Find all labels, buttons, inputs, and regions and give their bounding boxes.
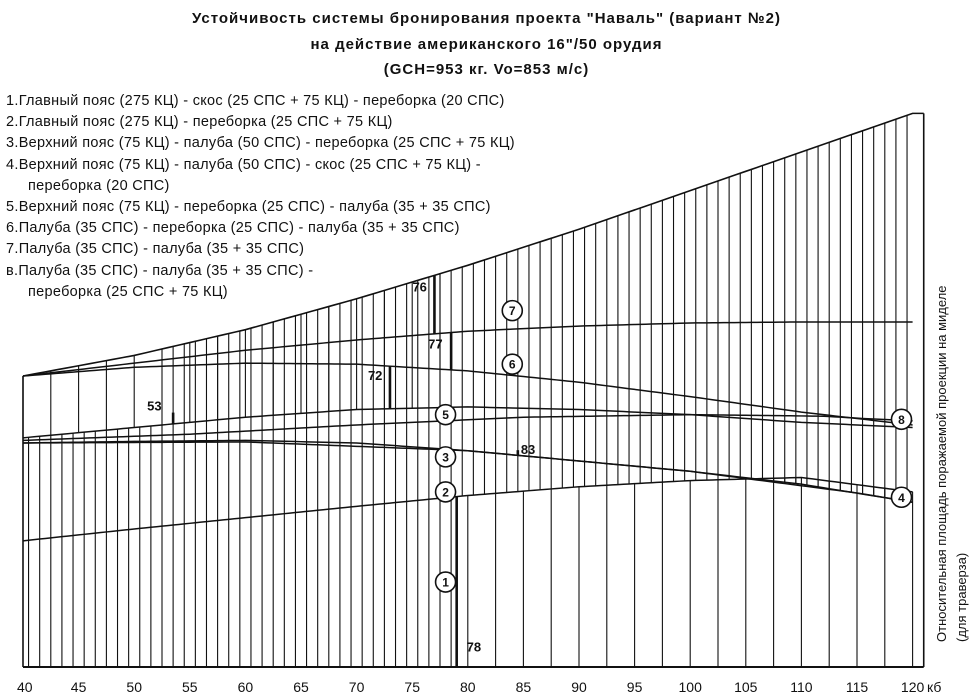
circle-label-text: 5	[442, 408, 449, 423]
x-tick-label: 95	[626, 679, 643, 695]
circle-label-2	[436, 482, 456, 502]
x-tick-label: 85	[515, 679, 532, 695]
series-line-8	[23, 412, 913, 441]
x-tick-label: 120	[900, 679, 925, 695]
legend-entry: переборка (20 СПС)	[28, 177, 170, 194]
marker-label-83: 83	[520, 442, 536, 458]
legend-entry: 6.Палуба (35 СПС) - переборка (25 СПС) - палуба (35 + 35 СПС)	[6, 220, 460, 237]
x-tick-label: 70	[348, 679, 365, 695]
legend-entry: 4.Верхний пояс (75 КЦ) - палуба (50 СПС) - скос (25 СПС + 75 КЦ) -	[6, 156, 481, 173]
x-tick-label: 45	[70, 679, 87, 695]
x-tick-label: 65	[293, 679, 309, 695]
y-axis-label-2: (для траверза)	[954, 552, 969, 642]
x-tick-label: 100	[678, 679, 702, 695]
series-line-4	[23, 442, 913, 502]
circle-label-3	[436, 447, 456, 467]
x-tick-label: 55	[182, 679, 198, 695]
circle-label-4	[891, 487, 911, 507]
legend-entry: 5.Верхний пояс (75 КЦ) - переборка (25 СПС) - палуба (35 + 35 СПС)	[6, 199, 491, 216]
circle-label-6	[502, 354, 522, 374]
circle-label-5	[436, 405, 456, 425]
x-tick-label: 75	[404, 679, 420, 695]
marker-label-53: 53	[147, 398, 162, 414]
chart-subtitle-params: (GCH=953 кг. Vo=853 м/с)	[383, 61, 590, 78]
chart-legend	[6, 91, 515, 303]
x-tick-label: 90	[571, 679, 587, 695]
x-tick-label: 50	[126, 679, 142, 695]
x-tick-label: 115	[845, 679, 869, 695]
legend-entry: в.Палуба (35 СПС) - палуба (35 + 35 СПС) -	[6, 262, 314, 279]
chart-subtitle: на действие американского 16"/50 орудия	[310, 36, 663, 53]
y-axis-label: Относительная площадь поражаемой проекции на миделе	[934, 285, 949, 642]
x-tick-label: 60	[237, 679, 254, 695]
circle-label-text: 8	[898, 412, 905, 427]
circle-label-8	[891, 409, 911, 429]
x-tick-label: 80	[460, 679, 476, 695]
marker-label-78: 78	[466, 639, 482, 655]
marker-label-76: 76	[412, 279, 427, 295]
circle-label-text: 2	[442, 485, 449, 500]
legend-entry: 2.Главный пояс (275 КЦ) - переборка (25 СПС + 75 КЦ)	[6, 114, 393, 131]
circle-label-text: 7	[508, 304, 516, 319]
legend-entry: переборка (25 СПС + 75 КЦ)	[28, 283, 228, 300]
circle-label-text: 6	[508, 357, 516, 372]
circle-label-1	[436, 572, 456, 592]
circle-label-7	[502, 301, 522, 321]
circle-label-text: 1	[442, 575, 449, 590]
x-unit-label: кб	[927, 679, 942, 695]
circle-label-text: 3	[442, 450, 449, 465]
series-line-2	[23, 440, 913, 502]
x-tick-label: 105	[734, 679, 758, 695]
chart-title: Устойчивость системы бронирования проекта "Наваль" (вариант №2)	[192, 10, 781, 27]
legend-entry: 7.Палуба (35 СПС) - палуба (35 + 35 СПС)	[6, 241, 305, 258]
marker-label-77: 77	[428, 336, 443, 352]
x-tick-label: 40	[17, 679, 33, 695]
marker-label-72: 72	[367, 368, 383, 384]
circle-label-text: 4	[898, 490, 905, 505]
legend-entry: 3.Верхний пояс (75 КЦ) - палуба (50 СПС) - переборка (25 СПС + 75 КЦ)	[6, 135, 515, 152]
legend-entry: 1.Главный пояс (275 КЦ) - скос (25 СПС + 75 КЦ) - переборка (20 СПС)	[6, 93, 505, 109]
series-line-6	[23, 322, 913, 376]
x-tick-label: 110	[790, 679, 813, 695]
